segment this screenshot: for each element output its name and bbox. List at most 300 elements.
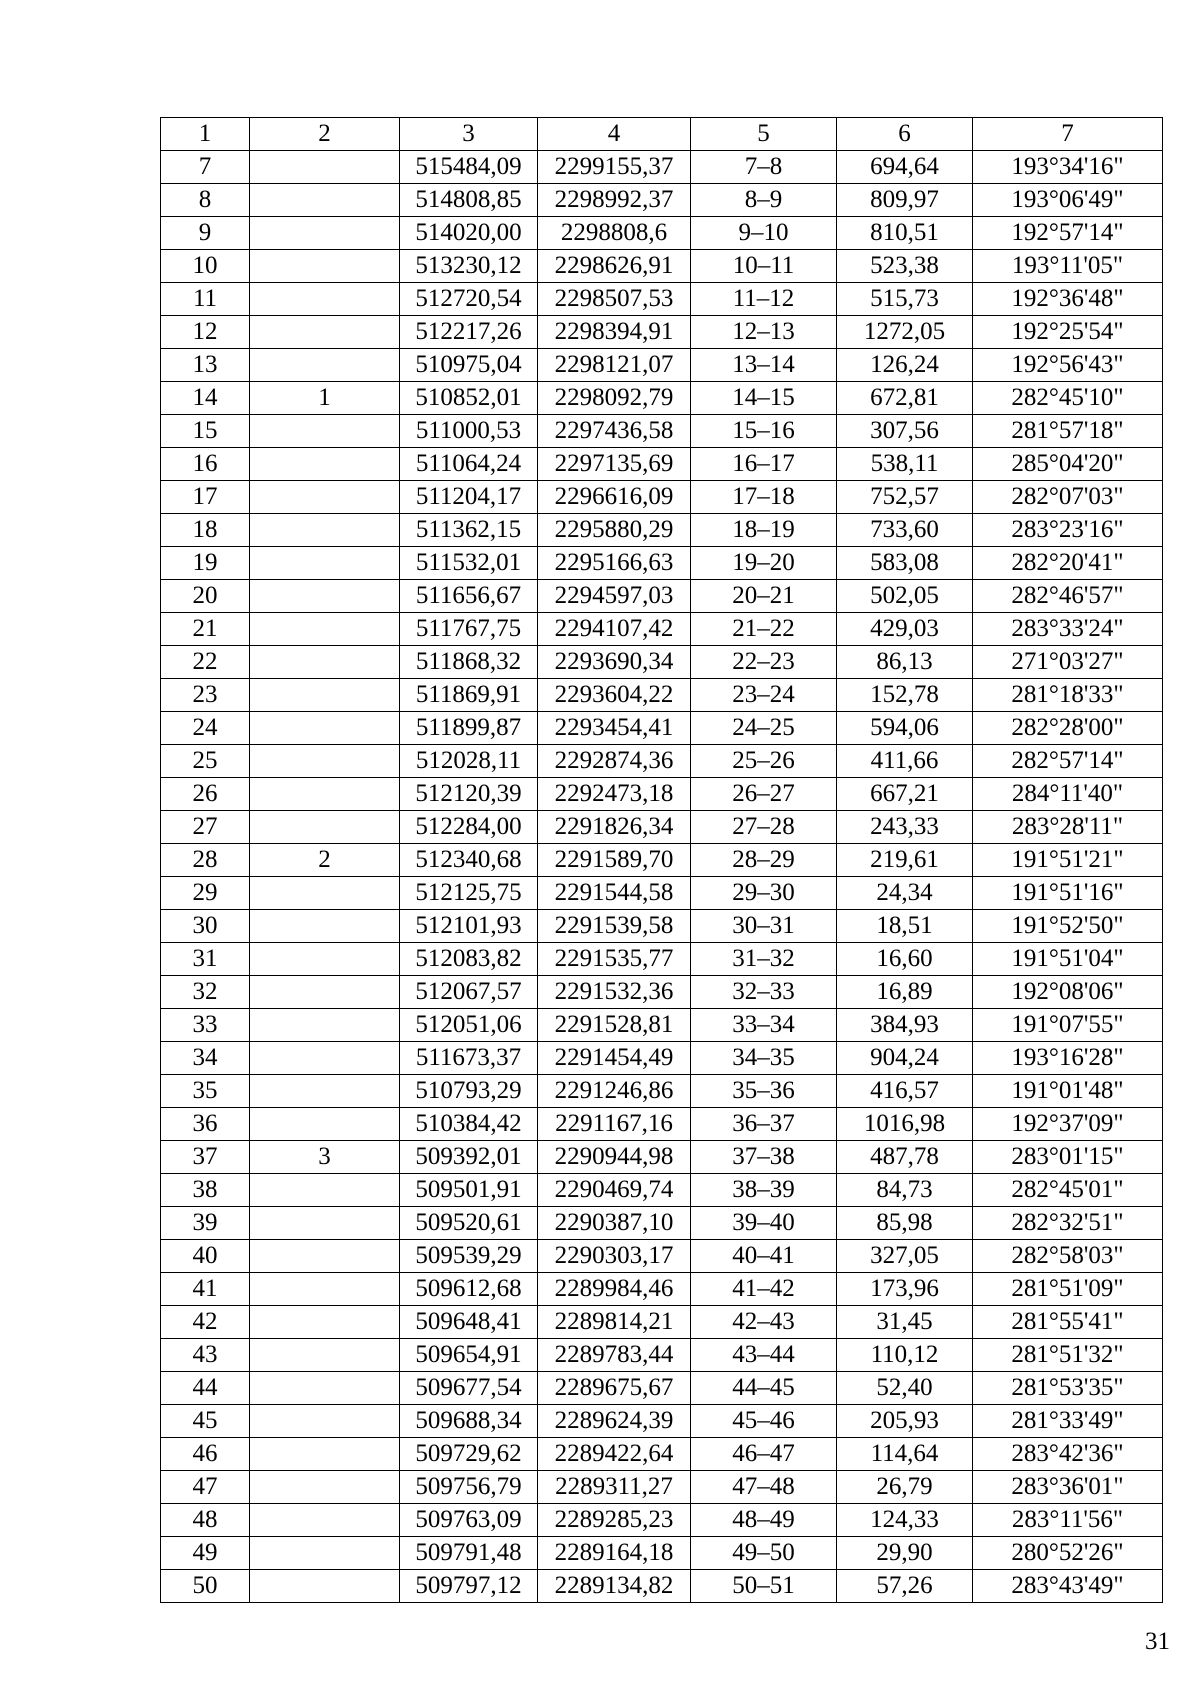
point-number-cell: 36 [161, 1108, 250, 1141]
table-row [161, 1339, 1163, 1372]
segment-cell: 30–31 [691, 910, 837, 943]
header-cell: 1 [161, 118, 250, 151]
x-coordinate-cell: 511362,15 [400, 514, 538, 547]
section-cell [250, 217, 400, 250]
angle-cell: 191°01'48" [973, 1075, 1163, 1108]
segment-cell: 32–33 [691, 976, 837, 1009]
y-coordinate-cell: 2289814,21 [538, 1306, 691, 1339]
angle-cell: 282°58'03" [973, 1240, 1163, 1273]
coordinates-table [160, 117, 1163, 1603]
y-coordinate-cell: 2295166,63 [538, 547, 691, 580]
y-coordinate-cell: 2289164,18 [538, 1537, 691, 1570]
segment-cell: 43–44 [691, 1339, 837, 1372]
x-coordinate-cell: 512340,68 [400, 844, 538, 877]
x-coordinate-cell: 509501,91 [400, 1174, 538, 1207]
section-cell [250, 1009, 400, 1042]
y-coordinate-cell: 2293604,22 [538, 679, 691, 712]
angle-cell: 283°28'11" [973, 811, 1163, 844]
table-body [161, 118, 1163, 1603]
x-coordinate-cell: 509797,12 [400, 1570, 538, 1603]
table-row [161, 1438, 1163, 1471]
length-cell: 173,96 [837, 1273, 973, 1306]
angle-cell: 271°03'27" [973, 646, 1163, 679]
section-cell: 1 [250, 382, 400, 415]
table-row [161, 1405, 1163, 1438]
y-coordinate-cell: 2291826,34 [538, 811, 691, 844]
section-cell [250, 778, 400, 811]
table-row [161, 184, 1163, 217]
y-coordinate-cell: 2291454,49 [538, 1042, 691, 1075]
section-cell [250, 1438, 400, 1471]
table-row [161, 811, 1163, 844]
point-number-cell: 16 [161, 448, 250, 481]
length-cell: 752,57 [837, 481, 973, 514]
y-coordinate-cell: 2298092,79 [538, 382, 691, 415]
angle-cell: 192°36'48" [973, 283, 1163, 316]
table-row [161, 1306, 1163, 1339]
segment-cell: 34–35 [691, 1042, 837, 1075]
length-cell: 810,51 [837, 217, 973, 250]
angle-cell: 282°07'03" [973, 481, 1163, 514]
length-cell: 583,08 [837, 547, 973, 580]
point-number-cell: 44 [161, 1372, 250, 1405]
segment-cell: 20–21 [691, 580, 837, 613]
table-row [161, 976, 1163, 1009]
length-cell: 124,33 [837, 1504, 973, 1537]
point-number-cell: 28 [161, 844, 250, 877]
x-coordinate-cell: 509677,54 [400, 1372, 538, 1405]
table-row [161, 1207, 1163, 1240]
y-coordinate-cell: 2293690,34 [538, 646, 691, 679]
angle-cell: 280°52'26" [973, 1537, 1163, 1570]
table-row [161, 283, 1163, 316]
length-cell: 31,45 [837, 1306, 973, 1339]
table-row [161, 745, 1163, 778]
segment-cell: 10–11 [691, 250, 837, 283]
x-coordinate-cell: 509763,09 [400, 1504, 538, 1537]
segment-cell: 29–30 [691, 877, 837, 910]
table-row [161, 1471, 1163, 1504]
x-coordinate-cell: 512067,57 [400, 976, 538, 1009]
section-cell [250, 448, 400, 481]
table-row [161, 1009, 1163, 1042]
section-cell [250, 679, 400, 712]
angle-cell: 283°23'16" [973, 514, 1163, 547]
point-number-cell: 37 [161, 1141, 250, 1174]
x-coordinate-cell: 511204,17 [400, 481, 538, 514]
header-cell: 2 [250, 118, 400, 151]
length-cell: 57,26 [837, 1570, 973, 1603]
point-number-cell: 10 [161, 250, 250, 283]
table-row [161, 580, 1163, 613]
angle-cell: 284°11'40" [973, 778, 1163, 811]
point-number-cell: 15 [161, 415, 250, 448]
length-cell: 52,40 [837, 1372, 973, 1405]
y-coordinate-cell: 2290469,74 [538, 1174, 691, 1207]
x-coordinate-cell: 509648,41 [400, 1306, 538, 1339]
point-number-cell: 17 [161, 481, 250, 514]
y-coordinate-cell: 2295880,29 [538, 514, 691, 547]
point-number-cell: 33 [161, 1009, 250, 1042]
section-cell [250, 1108, 400, 1141]
x-coordinate-cell: 512217,26 [400, 316, 538, 349]
angle-cell: 281°18'33" [973, 679, 1163, 712]
section-cell [250, 613, 400, 646]
x-coordinate-cell: 509612,68 [400, 1273, 538, 1306]
y-coordinate-cell: 2298808,6 [538, 217, 691, 250]
table-row [161, 712, 1163, 745]
point-number-cell: 47 [161, 1471, 250, 1504]
x-coordinate-cell: 510384,42 [400, 1108, 538, 1141]
x-coordinate-cell: 512120,39 [400, 778, 538, 811]
y-coordinate-cell: 2291167,16 [538, 1108, 691, 1141]
x-coordinate-cell: 512720,54 [400, 283, 538, 316]
section-cell [250, 184, 400, 217]
table-row [161, 1174, 1163, 1207]
table-row [161, 1042, 1163, 1075]
table-row [161, 679, 1163, 712]
segment-cell: 9–10 [691, 217, 837, 250]
angle-cell: 283°43'49" [973, 1570, 1163, 1603]
x-coordinate-cell: 509539,29 [400, 1240, 538, 1273]
segment-cell: 47–48 [691, 1471, 837, 1504]
point-number-cell: 39 [161, 1207, 250, 1240]
length-cell: 694,64 [837, 151, 973, 184]
point-number-cell: 38 [161, 1174, 250, 1207]
table-row [161, 514, 1163, 547]
table-row [161, 1504, 1163, 1537]
header-cell: 6 [837, 118, 973, 151]
point-number-cell: 20 [161, 580, 250, 613]
segment-cell: 46–47 [691, 1438, 837, 1471]
segment-cell: 39–40 [691, 1207, 837, 1240]
x-coordinate-cell: 511868,32 [400, 646, 538, 679]
x-coordinate-cell: 511869,91 [400, 679, 538, 712]
point-number-cell: 42 [161, 1306, 250, 1339]
point-number-cell: 49 [161, 1537, 250, 1570]
segment-cell: 38–39 [691, 1174, 837, 1207]
table-row [161, 1240, 1163, 1273]
table-row [161, 448, 1163, 481]
table-row [161, 646, 1163, 679]
angle-cell: 191°51'16" [973, 877, 1163, 910]
length-cell: 523,38 [837, 250, 973, 283]
length-cell: 502,05 [837, 580, 973, 613]
length-cell: 384,93 [837, 1009, 973, 1042]
table-row [161, 316, 1163, 349]
section-cell [250, 1339, 400, 1372]
point-number-cell: 50 [161, 1570, 250, 1603]
section-cell [250, 514, 400, 547]
table-row [161, 217, 1163, 250]
section-cell: 2 [250, 844, 400, 877]
table-row [161, 547, 1163, 580]
section-cell [250, 415, 400, 448]
section-cell [250, 646, 400, 679]
length-cell: 219,61 [837, 844, 973, 877]
x-coordinate-cell: 512028,11 [400, 745, 538, 778]
section-cell [250, 1570, 400, 1603]
segment-cell: 31–32 [691, 943, 837, 976]
section-cell [250, 1504, 400, 1537]
y-coordinate-cell: 2290944,98 [538, 1141, 691, 1174]
length-cell: 416,57 [837, 1075, 973, 1108]
table-row [161, 1537, 1163, 1570]
page-number: 31 [1145, 1628, 1170, 1655]
length-cell: 672,81 [837, 382, 973, 415]
x-coordinate-cell: 514808,85 [400, 184, 538, 217]
section-cell [250, 745, 400, 778]
segment-cell: 44–45 [691, 1372, 837, 1405]
length-cell: 594,06 [837, 712, 973, 745]
length-cell: 538,11 [837, 448, 973, 481]
length-cell: 307,56 [837, 415, 973, 448]
angle-cell: 281°51'32" [973, 1339, 1163, 1372]
angle-cell: 192°37'09" [973, 1108, 1163, 1141]
angle-cell: 282°28'00" [973, 712, 1163, 745]
point-number-cell: 8 [161, 184, 250, 217]
point-number-cell: 29 [161, 877, 250, 910]
angle-cell: 281°57'18" [973, 415, 1163, 448]
section-cell [250, 481, 400, 514]
point-number-cell: 21 [161, 613, 250, 646]
y-coordinate-cell: 2297436,58 [538, 415, 691, 448]
x-coordinate-cell: 512051,06 [400, 1009, 538, 1042]
y-coordinate-cell: 2289783,44 [538, 1339, 691, 1372]
y-coordinate-cell: 2289624,39 [538, 1405, 691, 1438]
section-cell [250, 712, 400, 745]
angle-cell: 193°34'16" [973, 151, 1163, 184]
section-cell [250, 1471, 400, 1504]
section-cell [250, 811, 400, 844]
segment-cell: 21–22 [691, 613, 837, 646]
segment-cell: 37–38 [691, 1141, 837, 1174]
y-coordinate-cell: 2294107,42 [538, 613, 691, 646]
x-coordinate-cell: 510852,01 [400, 382, 538, 415]
length-cell: 1272,05 [837, 316, 973, 349]
table-row [161, 1141, 1163, 1174]
length-cell: 16,60 [837, 943, 973, 976]
segment-cell: 25–26 [691, 745, 837, 778]
x-coordinate-cell: 512083,82 [400, 943, 538, 976]
angle-cell: 282°46'57" [973, 580, 1163, 613]
segment-cell: 13–14 [691, 349, 837, 382]
angle-cell: 193°06'49" [973, 184, 1163, 217]
point-number-cell: 30 [161, 910, 250, 943]
segment-cell: 48–49 [691, 1504, 837, 1537]
table-header-row [161, 118, 1163, 151]
segment-cell: 15–16 [691, 415, 837, 448]
table-row [161, 481, 1163, 514]
x-coordinate-cell: 511767,75 [400, 613, 538, 646]
segment-cell: 35–36 [691, 1075, 837, 1108]
angle-cell: 281°55'41" [973, 1306, 1163, 1339]
segment-cell: 36–37 [691, 1108, 837, 1141]
segment-cell: 33–34 [691, 1009, 837, 1042]
segment-cell: 14–15 [691, 382, 837, 415]
length-cell: 429,03 [837, 613, 973, 646]
header-cell: 7 [973, 118, 1163, 151]
angle-cell: 282°57'14" [973, 745, 1163, 778]
x-coordinate-cell: 509654,91 [400, 1339, 538, 1372]
table-row [161, 877, 1163, 910]
point-number-cell: 14 [161, 382, 250, 415]
point-number-cell: 18 [161, 514, 250, 547]
y-coordinate-cell: 2291535,77 [538, 943, 691, 976]
y-coordinate-cell: 2292874,36 [538, 745, 691, 778]
segment-cell: 12–13 [691, 316, 837, 349]
angle-cell: 193°11'05" [973, 250, 1163, 283]
x-coordinate-cell: 511899,87 [400, 712, 538, 745]
x-coordinate-cell: 514020,00 [400, 217, 538, 250]
section-cell [250, 580, 400, 613]
header-cell: 3 [400, 118, 538, 151]
angle-cell: 283°33'24" [973, 613, 1163, 646]
section-cell [250, 1207, 400, 1240]
length-cell: 205,93 [837, 1405, 973, 1438]
angle-cell: 191°07'55" [973, 1009, 1163, 1042]
point-number-cell: 9 [161, 217, 250, 250]
x-coordinate-cell: 509520,61 [400, 1207, 538, 1240]
angle-cell: 191°52'50" [973, 910, 1163, 943]
section-cell [250, 877, 400, 910]
y-coordinate-cell: 2296616,09 [538, 481, 691, 514]
y-coordinate-cell: 2298992,37 [538, 184, 691, 217]
segment-cell: 17–18 [691, 481, 837, 514]
segment-cell: 41–42 [691, 1273, 837, 1306]
point-number-cell: 23 [161, 679, 250, 712]
y-coordinate-cell: 2293454,41 [538, 712, 691, 745]
y-coordinate-cell: 2299155,37 [538, 151, 691, 184]
angle-cell: 191°51'04" [973, 943, 1163, 976]
y-coordinate-cell: 2298121,07 [538, 349, 691, 382]
point-number-cell: 46 [161, 1438, 250, 1471]
x-coordinate-cell: 515484,09 [400, 151, 538, 184]
table-row [161, 1372, 1163, 1405]
y-coordinate-cell: 2291246,86 [538, 1075, 691, 1108]
y-coordinate-cell: 2297135,69 [538, 448, 691, 481]
section-cell [250, 1042, 400, 1075]
point-number-cell: 13 [161, 349, 250, 382]
point-number-cell: 40 [161, 1240, 250, 1273]
length-cell: 26,79 [837, 1471, 973, 1504]
length-cell: 1016,98 [837, 1108, 973, 1141]
x-coordinate-cell: 510793,29 [400, 1075, 538, 1108]
point-number-cell: 35 [161, 1075, 250, 1108]
angle-cell: 191°51'21" [973, 844, 1163, 877]
segment-cell: 49–50 [691, 1537, 837, 1570]
y-coordinate-cell: 2291544,58 [538, 877, 691, 910]
y-coordinate-cell: 2298394,91 [538, 316, 691, 349]
y-coordinate-cell: 2292473,18 [538, 778, 691, 811]
segment-cell: 28–29 [691, 844, 837, 877]
segment-cell: 16–17 [691, 448, 837, 481]
section-cell [250, 943, 400, 976]
table-row [161, 349, 1163, 382]
x-coordinate-cell: 511532,01 [400, 547, 538, 580]
point-number-cell: 43 [161, 1339, 250, 1372]
section-cell [250, 1306, 400, 1339]
point-number-cell: 34 [161, 1042, 250, 1075]
x-coordinate-cell: 509756,79 [400, 1471, 538, 1504]
segment-cell: 42–43 [691, 1306, 837, 1339]
angle-cell: 282°45'01" [973, 1174, 1163, 1207]
section-cell [250, 910, 400, 943]
y-coordinate-cell: 2290303,17 [538, 1240, 691, 1273]
point-number-cell: 25 [161, 745, 250, 778]
x-coordinate-cell: 509791,48 [400, 1537, 538, 1570]
segment-cell: 40–41 [691, 1240, 837, 1273]
y-coordinate-cell: 2298626,91 [538, 250, 691, 283]
y-coordinate-cell: 2294597,03 [538, 580, 691, 613]
segment-cell: 22–23 [691, 646, 837, 679]
x-coordinate-cell: 510975,04 [400, 349, 538, 382]
x-coordinate-cell: 513230,12 [400, 250, 538, 283]
length-cell: 110,12 [837, 1339, 973, 1372]
length-cell: 733,60 [837, 514, 973, 547]
length-cell: 152,78 [837, 679, 973, 712]
length-cell: 487,78 [837, 1141, 973, 1174]
point-number-cell: 41 [161, 1273, 250, 1306]
length-cell: 411,66 [837, 745, 973, 778]
point-number-cell: 12 [161, 316, 250, 349]
table-row [161, 151, 1163, 184]
y-coordinate-cell: 2289984,46 [538, 1273, 691, 1306]
header-cell: 5 [691, 118, 837, 151]
x-coordinate-cell: 511064,24 [400, 448, 538, 481]
section-cell [250, 1372, 400, 1405]
section-cell [250, 1537, 400, 1570]
angle-cell: 285°04'20" [973, 448, 1163, 481]
angle-cell: 192°08'06" [973, 976, 1163, 1009]
segment-cell: 18–19 [691, 514, 837, 547]
segment-cell: 45–46 [691, 1405, 837, 1438]
x-coordinate-cell: 511673,37 [400, 1042, 538, 1075]
point-number-cell: 19 [161, 547, 250, 580]
point-number-cell: 11 [161, 283, 250, 316]
x-coordinate-cell: 512284,00 [400, 811, 538, 844]
y-coordinate-cell: 2291532,36 [538, 976, 691, 1009]
length-cell: 84,73 [837, 1174, 973, 1207]
point-number-cell: 32 [161, 976, 250, 1009]
segment-cell: 27–28 [691, 811, 837, 844]
angle-cell: 192°56'43" [973, 349, 1163, 382]
angle-cell: 283°42'36" [973, 1438, 1163, 1471]
length-cell: 86,13 [837, 646, 973, 679]
section-cell [250, 547, 400, 580]
angle-cell: 282°45'10" [973, 382, 1163, 415]
table-row [161, 613, 1163, 646]
point-number-cell: 22 [161, 646, 250, 679]
angle-cell: 193°16'28" [973, 1042, 1163, 1075]
section-cell [250, 283, 400, 316]
section-cell [250, 349, 400, 382]
segment-cell: 23–24 [691, 679, 837, 712]
segment-cell: 8–9 [691, 184, 837, 217]
section-cell [250, 976, 400, 1009]
angle-cell: 192°25'54" [973, 316, 1163, 349]
angle-cell: 281°53'35" [973, 1372, 1163, 1405]
length-cell: 114,64 [837, 1438, 973, 1471]
point-number-cell: 27 [161, 811, 250, 844]
point-number-cell: 24 [161, 712, 250, 745]
table-row [161, 382, 1163, 415]
table-row [161, 1570, 1163, 1603]
length-cell: 327,05 [837, 1240, 973, 1273]
table-row [161, 1273, 1163, 1306]
angle-cell: 281°33'49" [973, 1405, 1163, 1438]
y-coordinate-cell: 2298507,53 [538, 283, 691, 316]
